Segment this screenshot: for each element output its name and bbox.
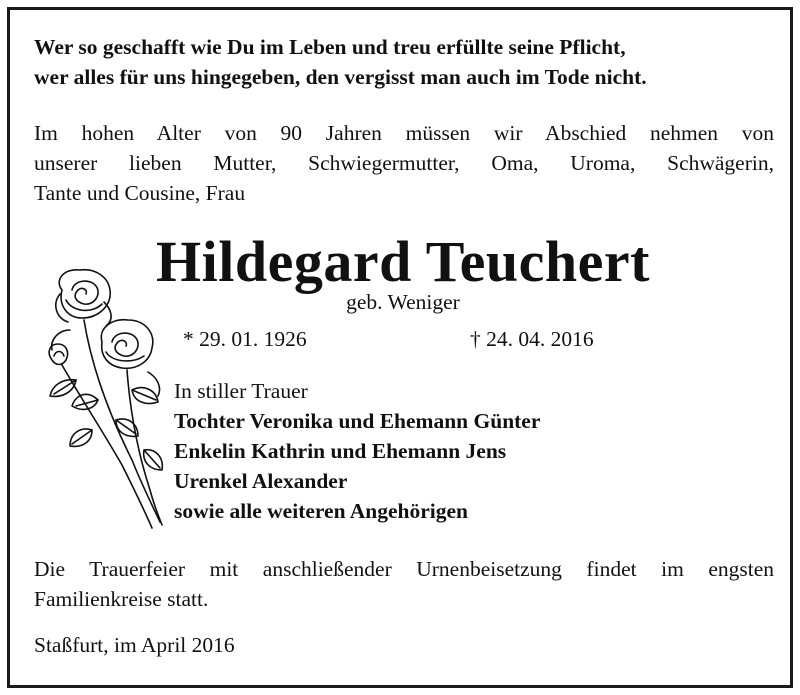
- deceased-name: Hildegard Teuchert: [156, 229, 650, 294]
- roses-illustration-icon: [32, 260, 172, 535]
- mourners-block: [174, 376, 540, 526]
- mourner-line: Tochter Veronika und Ehemann Günter: [174, 409, 541, 433]
- mourner-line: sowie alle weiteren Angehörigen: [174, 499, 468, 523]
- intro-line-2: unserer lieben Mutter, Schwiegermutter, Oma, Uroma, Schwägerin,: [34, 151, 774, 175]
- funeral-notice: [34, 554, 774, 614]
- poem-line-1: Wer so geschafft wie Du im Leben und treu erfüllte seine Pflicht,: [34, 35, 626, 59]
- poem: [34, 32, 774, 92]
- funeral-line-1: Die Trauerfeier mit anschließender Urnenbeisetzung findet im engsten: [34, 557, 774, 581]
- place-date: Staßfurt, im April 2016: [34, 633, 235, 657]
- obituary-frame: [7, 7, 793, 688]
- intro-line-1: Im hohen Alter von 90 Jahren müssen wir Abschied nehmen von: [34, 121, 774, 145]
- mourner-line: Enkelin Kathrin und Ehemann Jens: [174, 439, 507, 463]
- poem-line-2: wer alles für uns hingegeben, den vergisst man auch im Tode nicht.: [34, 65, 647, 89]
- funeral-line-2: Familienkreise statt.: [34, 587, 209, 611]
- mourner-line: Urenkel Alexander: [174, 469, 348, 493]
- maiden-name: geb. Weniger: [346, 290, 460, 314]
- death-date: † 24. 04. 2016: [470, 327, 594, 351]
- birth-date: * 29. 01. 1926: [183, 327, 307, 351]
- mourners-heading: In stiller Trauer: [174, 379, 308, 403]
- intro-line-3: Tante und Cousine, Frau: [34, 181, 246, 205]
- intro-text: [34, 118, 774, 208]
